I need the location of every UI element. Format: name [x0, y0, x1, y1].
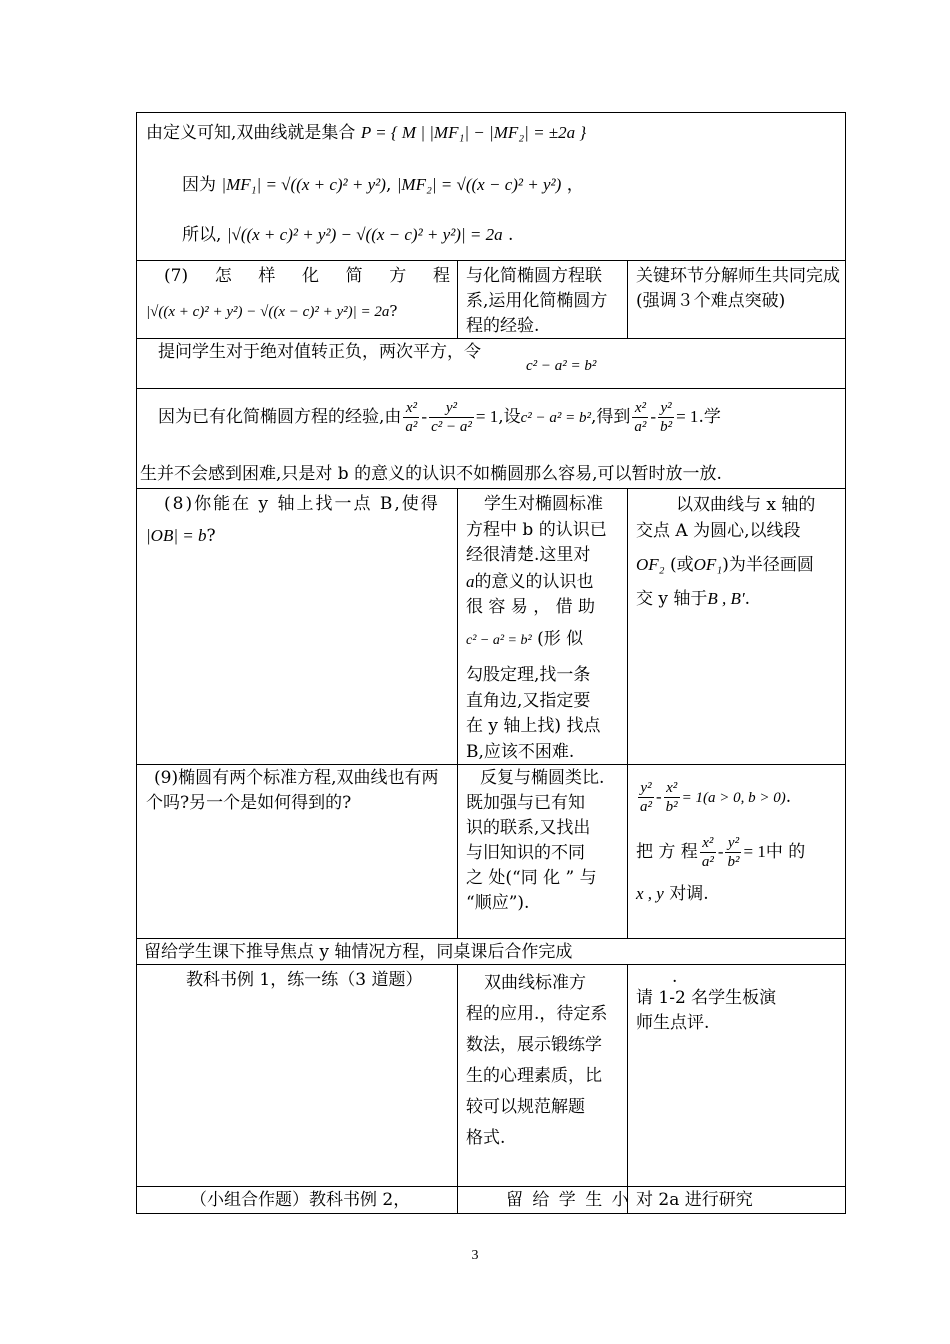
- relation-formula: c² − a² = b²: [520, 410, 592, 426]
- analysis-line: 在 y 轴上找) 找点: [466, 716, 601, 736]
- col-divider: [457, 964, 458, 1214]
- lesson-table: [136, 112, 846, 1214]
- row-divider: [136, 938, 846, 939]
- minus: -: [421, 407, 428, 426]
- method-text: )为半径画圆: [722, 555, 814, 575]
- set-formula: P = { M | |MF₁| − |MF₂| = ±2a }: [360, 123, 587, 142]
- numerator: x²: [632, 399, 648, 418]
- segment-of1: OF₁: [693, 555, 723, 574]
- row6-method: [636, 776, 842, 907]
- method-line: 师生点评.: [636, 1013, 710, 1033]
- row9-activity: （小组合作题）教科书例 2，: [190, 1190, 411, 1210]
- analysis-line: B,应该不困难.: [466, 741, 575, 762]
- question-number: (7): [164, 266, 189, 286]
- row9-analysis: 留 给 学 生 小: [506, 1190, 631, 1210]
- question-char: 样: [258, 266, 276, 286]
- analysis-line: 之 处(“同 化 ” 与: [466, 868, 597, 888]
- fraction: [429, 399, 474, 436]
- col-divider: [627, 964, 628, 1214]
- equals: = 1: [743, 842, 766, 861]
- method-line: 请 1-2 名学生板演: [636, 988, 777, 1008]
- table-border-right: [845, 112, 846, 1214]
- method-text: 交 y 轴于: [636, 589, 708, 609]
- row9-method: 对 2a 进行研究: [636, 1190, 753, 1210]
- analysis-line: 直角边,又指定要: [466, 690, 591, 711]
- table-border-left: [136, 112, 137, 1214]
- mf1-formula: |MF₁| = √((x + c)² + y²): [221, 175, 386, 194]
- row5-method: [636, 492, 840, 612]
- because-label: 因为: [182, 175, 216, 195]
- numerator: y²: [725, 834, 741, 853]
- analysis-line: 识的联系,又找出: [466, 818, 591, 838]
- method-line: 交点 A 为圆心,以线段: [636, 521, 801, 541]
- analysis-line: 较可以规范解题: [466, 1097, 585, 1117]
- fraction: [403, 399, 419, 436]
- col-divider: [627, 488, 628, 938]
- equals: = 1: [475, 407, 499, 426]
- method-text: 对调.: [669, 884, 709, 904]
- method-text: (或: [669, 555, 694, 575]
- analysis-line: 与旧知识的不同: [466, 843, 585, 863]
- analysis-line: 生的心理素质，比: [466, 1066, 602, 1086]
- analysis-line: 程的应用.，待定系: [466, 1004, 608, 1024]
- row4-text: ,得到: [591, 407, 631, 427]
- row4-line1: [158, 396, 721, 439]
- row2-method: 关键环节分解师生共同完成(强调３个难点突破): [636, 266, 840, 311]
- analysis-line: “顺应”).: [466, 893, 530, 913]
- method-line: 以双曲线与 x 轴的: [676, 495, 816, 515]
- numerator: y²: [429, 399, 474, 418]
- row5-analysis: [466, 492, 624, 765]
- analysis-line: 经很清楚.这里对: [466, 545, 591, 565]
- fraction: [658, 399, 674, 436]
- question-char: 化: [302, 266, 320, 286]
- col-divider: [457, 260, 458, 338]
- fraction: [632, 399, 648, 436]
- analysis-line: 学生对椭圆标准: [484, 494, 603, 514]
- question-char: 简: [345, 266, 363, 286]
- row4-text: .学: [698, 407, 721, 427]
- row6-analysis: [466, 766, 624, 916]
- variable-a: a: [466, 571, 475, 591]
- analysis-line: 既加强与已有知: [466, 793, 585, 813]
- numerator: y²: [638, 779, 654, 798]
- analysis-line: 方程中 b 的认识已: [466, 519, 607, 540]
- method-text: 把 方 程: [636, 842, 698, 862]
- row4-text: ,设: [498, 407, 521, 427]
- question-8: [146, 492, 450, 549]
- question-9: (9)椭圆有两个标准方程,双曲线也有两个吗?另一个是如何得到的?: [146, 768, 439, 813]
- mf2-formula: |MF₂| = √((x − c)² + y²): [396, 175, 562, 194]
- denominator: a²: [634, 419, 647, 435]
- analysis-line: 双曲线标准方: [484, 973, 586, 993]
- table-border-bottom: [136, 1213, 846, 1214]
- prompt-text: 提问学生对于绝对值转正负，两次平方，令: [158, 342, 481, 362]
- col-divider: [627, 260, 628, 338]
- numerator: x²: [664, 779, 680, 798]
- row4-text: 因为已有化简椭圆方程的经验,由: [158, 407, 402, 427]
- ob-formula: |OB| = b: [146, 526, 207, 545]
- therefore-line: [182, 222, 513, 248]
- period: .: [785, 787, 792, 807]
- question-char: 方: [389, 266, 407, 286]
- question-mark: ?: [389, 302, 398, 320]
- points-b: B , B′: [707, 589, 745, 608]
- fraction: [725, 834, 741, 871]
- row8-method: [636, 968, 840, 1036]
- minus: -: [656, 787, 662, 806]
- analysis-line: 的意义的认识也: [474, 571, 594, 592]
- definition-line: [146, 120, 586, 146]
- definition-text: 由定义可知,双曲线就是集合: [146, 123, 356, 143]
- numerator: x²: [403, 399, 419, 418]
- question-formula: |√((x + c)² + y²) − √((x − c)² + y²)| = 2a: [146, 304, 390, 320]
- table-border-top: [136, 112, 846, 113]
- period: .: [508, 225, 514, 245]
- fraction: [664, 779, 680, 816]
- row-divider: [136, 1186, 846, 1187]
- denominator: b²: [665, 799, 678, 815]
- equals: = 1: [676, 407, 699, 426]
- period: .: [744, 589, 751, 609]
- fraction: [638, 779, 654, 816]
- row3-formula: c² − a² = b²: [526, 358, 597, 374]
- variables-xy: x , y: [636, 884, 664, 903]
- page-number: 3: [471, 1248, 479, 1263]
- minus: -: [717, 842, 724, 861]
- question-char: 怎: [214, 266, 232, 286]
- question-mark: ?: [206, 526, 216, 546]
- analysis-line: 格式.: [466, 1128, 506, 1148]
- analysis-line: (形 似: [537, 628, 584, 649]
- row8-activity: 教科书例 1，练一练（3 道题）: [186, 970, 423, 990]
- row-divider: [136, 260, 846, 261]
- hyperbola-equation: |√((x + c)² + y²) − √((x − c)² + y²)| = 2a: [226, 225, 503, 244]
- numerator: y²: [658, 399, 674, 418]
- comma: ，: [566, 175, 584, 195]
- numerator: x²: [700, 834, 716, 853]
- denominator: c² − a²: [431, 419, 472, 435]
- col-divider: [457, 488, 458, 938]
- denominator: a²: [701, 854, 714, 870]
- analysis-line: 很 容 易 ， 借 助: [466, 597, 596, 617]
- method-text: 中 的: [765, 842, 806, 862]
- denominator: a²: [405, 419, 418, 435]
- row2-purpose: 与化简椭圆方程联系,运用化简椭圆方程的经验.: [466, 266, 608, 336]
- row-divider: [136, 388, 846, 389]
- row4-line2: 生并不会感到困难,只是对 b 的意义的认识不如椭圆那么容易,可以暂时放一放.: [140, 464, 722, 484]
- fraction: [700, 834, 716, 871]
- segment-of2: OF₂: [636, 555, 665, 574]
- question-8-text: (8)你能在 y 轴上找一点 B,使得: [164, 494, 440, 514]
- minus: -: [650, 407, 657, 426]
- denominator: b²: [727, 854, 740, 870]
- question-7: [146, 264, 450, 325]
- denominator: a²: [640, 799, 652, 815]
- analysis-line: 勾股定理,找一条: [466, 665, 591, 685]
- therefore-label: 所以,: [182, 225, 222, 245]
- relation-formula: c² − a² = b²: [466, 632, 532, 648]
- analysis-line: 数法，展示锻练学: [466, 1035, 602, 1055]
- row-divider: [136, 488, 846, 489]
- dot: .: [672, 967, 678, 987]
- equation-condition: = 1(a > 0, b > 0): [681, 790, 786, 806]
- denominator: b²: [660, 419, 673, 435]
- row7-assignment: 留给学生课下推导焦点 y 轴情况方程，同桌课后合作完成: [144, 942, 573, 962]
- question-char: 程: [432, 266, 450, 286]
- distance-line: 因为 |MF₁| = √((x + c)² + y²), |MF₂| = √((x − c)² + y²) ，: [182, 175, 584, 195]
- analysis-line: 反复与椭圆类比.: [480, 768, 605, 788]
- row8-analysis: [466, 968, 624, 1154]
- row3-prompt: [158, 340, 481, 365]
